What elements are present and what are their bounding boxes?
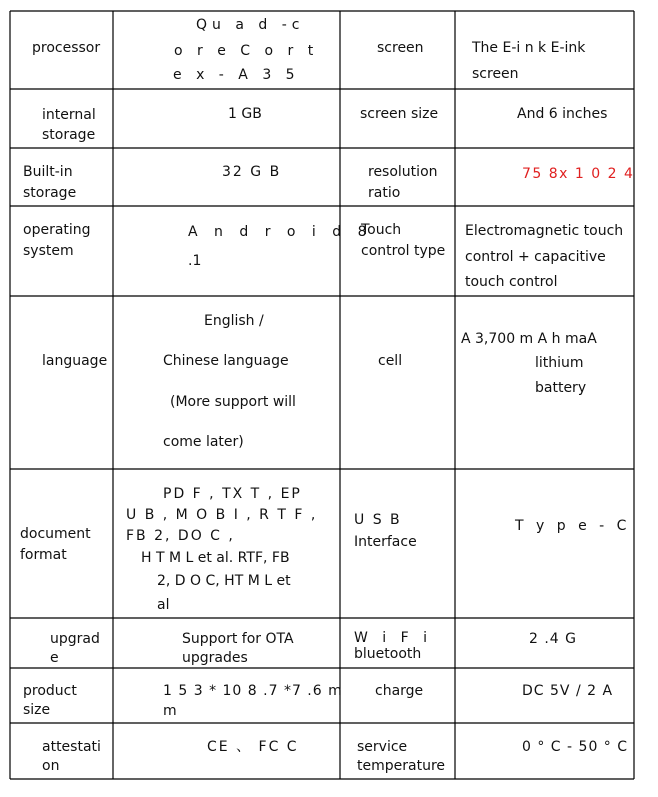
- value-language-line4: come later): [163, 434, 244, 450]
- label-wifi-line1: W i F i: [354, 630, 433, 646]
- label-upgrade-line1: upgrad: [50, 631, 100, 647]
- label-operating-system-line1: operating: [23, 222, 91, 238]
- label-usb-line1: U S B: [354, 512, 402, 528]
- label-touch-line2: control type: [361, 243, 446, 259]
- value-touch-line1: Electromagnetic touch: [465, 223, 624, 239]
- value-internal-storage: 1 GB: [228, 106, 262, 122]
- label-document-format-line2: format: [20, 547, 67, 563]
- value-os-line1: A n d r o i d 8: [188, 224, 373, 240]
- value-wifi: 2 .4 G: [529, 631, 578, 647]
- label-operating-system-line2: system: [23, 243, 74, 259]
- value-charge: DC 5V / 2 A: [522, 683, 614, 699]
- label-upgrade-line2: e: [50, 650, 59, 666]
- value-processor-line3: e x - A 3 5: [173, 67, 300, 83]
- label-product-size-line2: size: [23, 702, 51, 718]
- value-usb: T y p e - C: [515, 518, 631, 534]
- value-processor-line1: Qu a d -c: [196, 17, 305, 33]
- value-language-line2: Chinese language: [163, 353, 289, 369]
- label-wifi-line2: bluetooth: [354, 646, 422, 662]
- value-touch-line3: touch control: [465, 274, 558, 290]
- value-format-line2: U B , M O B I , R T F ,: [126, 507, 318, 523]
- label-resolution-line2: ratio: [368, 185, 401, 201]
- value-product-size-line2: m: [163, 703, 177, 719]
- value-screen-size: And 6 inches: [517, 106, 608, 122]
- label-attestation-line1: attestati: [42, 739, 101, 755]
- value-resolution: 75 8x 1 0 2 4: [522, 166, 635, 182]
- value-format-line5: 2, D O C, HT M L et: [157, 573, 291, 589]
- label-charge: charge: [375, 683, 424, 699]
- label-usb-line2: Interface: [354, 534, 417, 550]
- label-screen: screen: [377, 40, 424, 56]
- value-format-line1: PD F , TX T , EP: [163, 486, 302, 502]
- value-builtin-storage: 32 G B: [222, 164, 282, 180]
- label-processor: processor: [32, 40, 101, 56]
- value-screen-line1: The E-i n k E-ink: [472, 40, 586, 56]
- label-builtin-storage-line2: storage: [23, 185, 77, 201]
- value-upgrade-line1: Support for OTA: [182, 631, 294, 647]
- value-format-line3: FB 2, DO C ,: [126, 528, 235, 544]
- label-language: language: [42, 353, 108, 369]
- value-language-line3: (More support will: [170, 394, 296, 410]
- label-internal-storage-line1: internal: [42, 107, 96, 123]
- value-cell-line3: battery: [535, 380, 587, 396]
- label-service-temp-line1: service: [357, 739, 408, 755]
- value-attestation: CE 、 FC C: [207, 739, 299, 755]
- label-builtin-storage-line1: Built-in: [23, 164, 73, 180]
- label-product-size-line1: product: [23, 683, 77, 699]
- value-language-line1: English /: [204, 313, 264, 329]
- value-format-line4: H T M L et al. RTF, FB: [141, 550, 290, 566]
- label-screen-size: screen size: [360, 106, 439, 122]
- value-format-line6: al: [157, 597, 170, 613]
- value-os-line2: .1: [188, 253, 202, 269]
- label-resolution-line1: resolution: [368, 164, 438, 180]
- label-cell: cell: [378, 353, 403, 369]
- label-attestation-line2: on: [42, 758, 60, 774]
- value-processor-line2: o r e C o r t: [174, 43, 319, 59]
- value-screen-line2: screen: [472, 66, 519, 82]
- label-internal-storage-line2: storage: [42, 127, 96, 143]
- value-product-size-line1: 1 5 3 * 10 8 .7 *7 .6 m: [163, 683, 343, 699]
- label-service-temp-line2: temperature: [357, 758, 445, 774]
- label-document-format-line1: document: [20, 526, 91, 542]
- value-cell-line2: lithium: [535, 355, 584, 371]
- label-touch-line1: Touch: [361, 222, 402, 238]
- value-upgrade-line2: upgrades: [182, 650, 248, 666]
- value-cell-line1: A 3,700 m A h maA: [461, 331, 597, 347]
- value-service-temp: 0 ° C - 50 ° C: [522, 739, 629, 755]
- value-touch-line2: control + capacitive: [465, 249, 606, 265]
